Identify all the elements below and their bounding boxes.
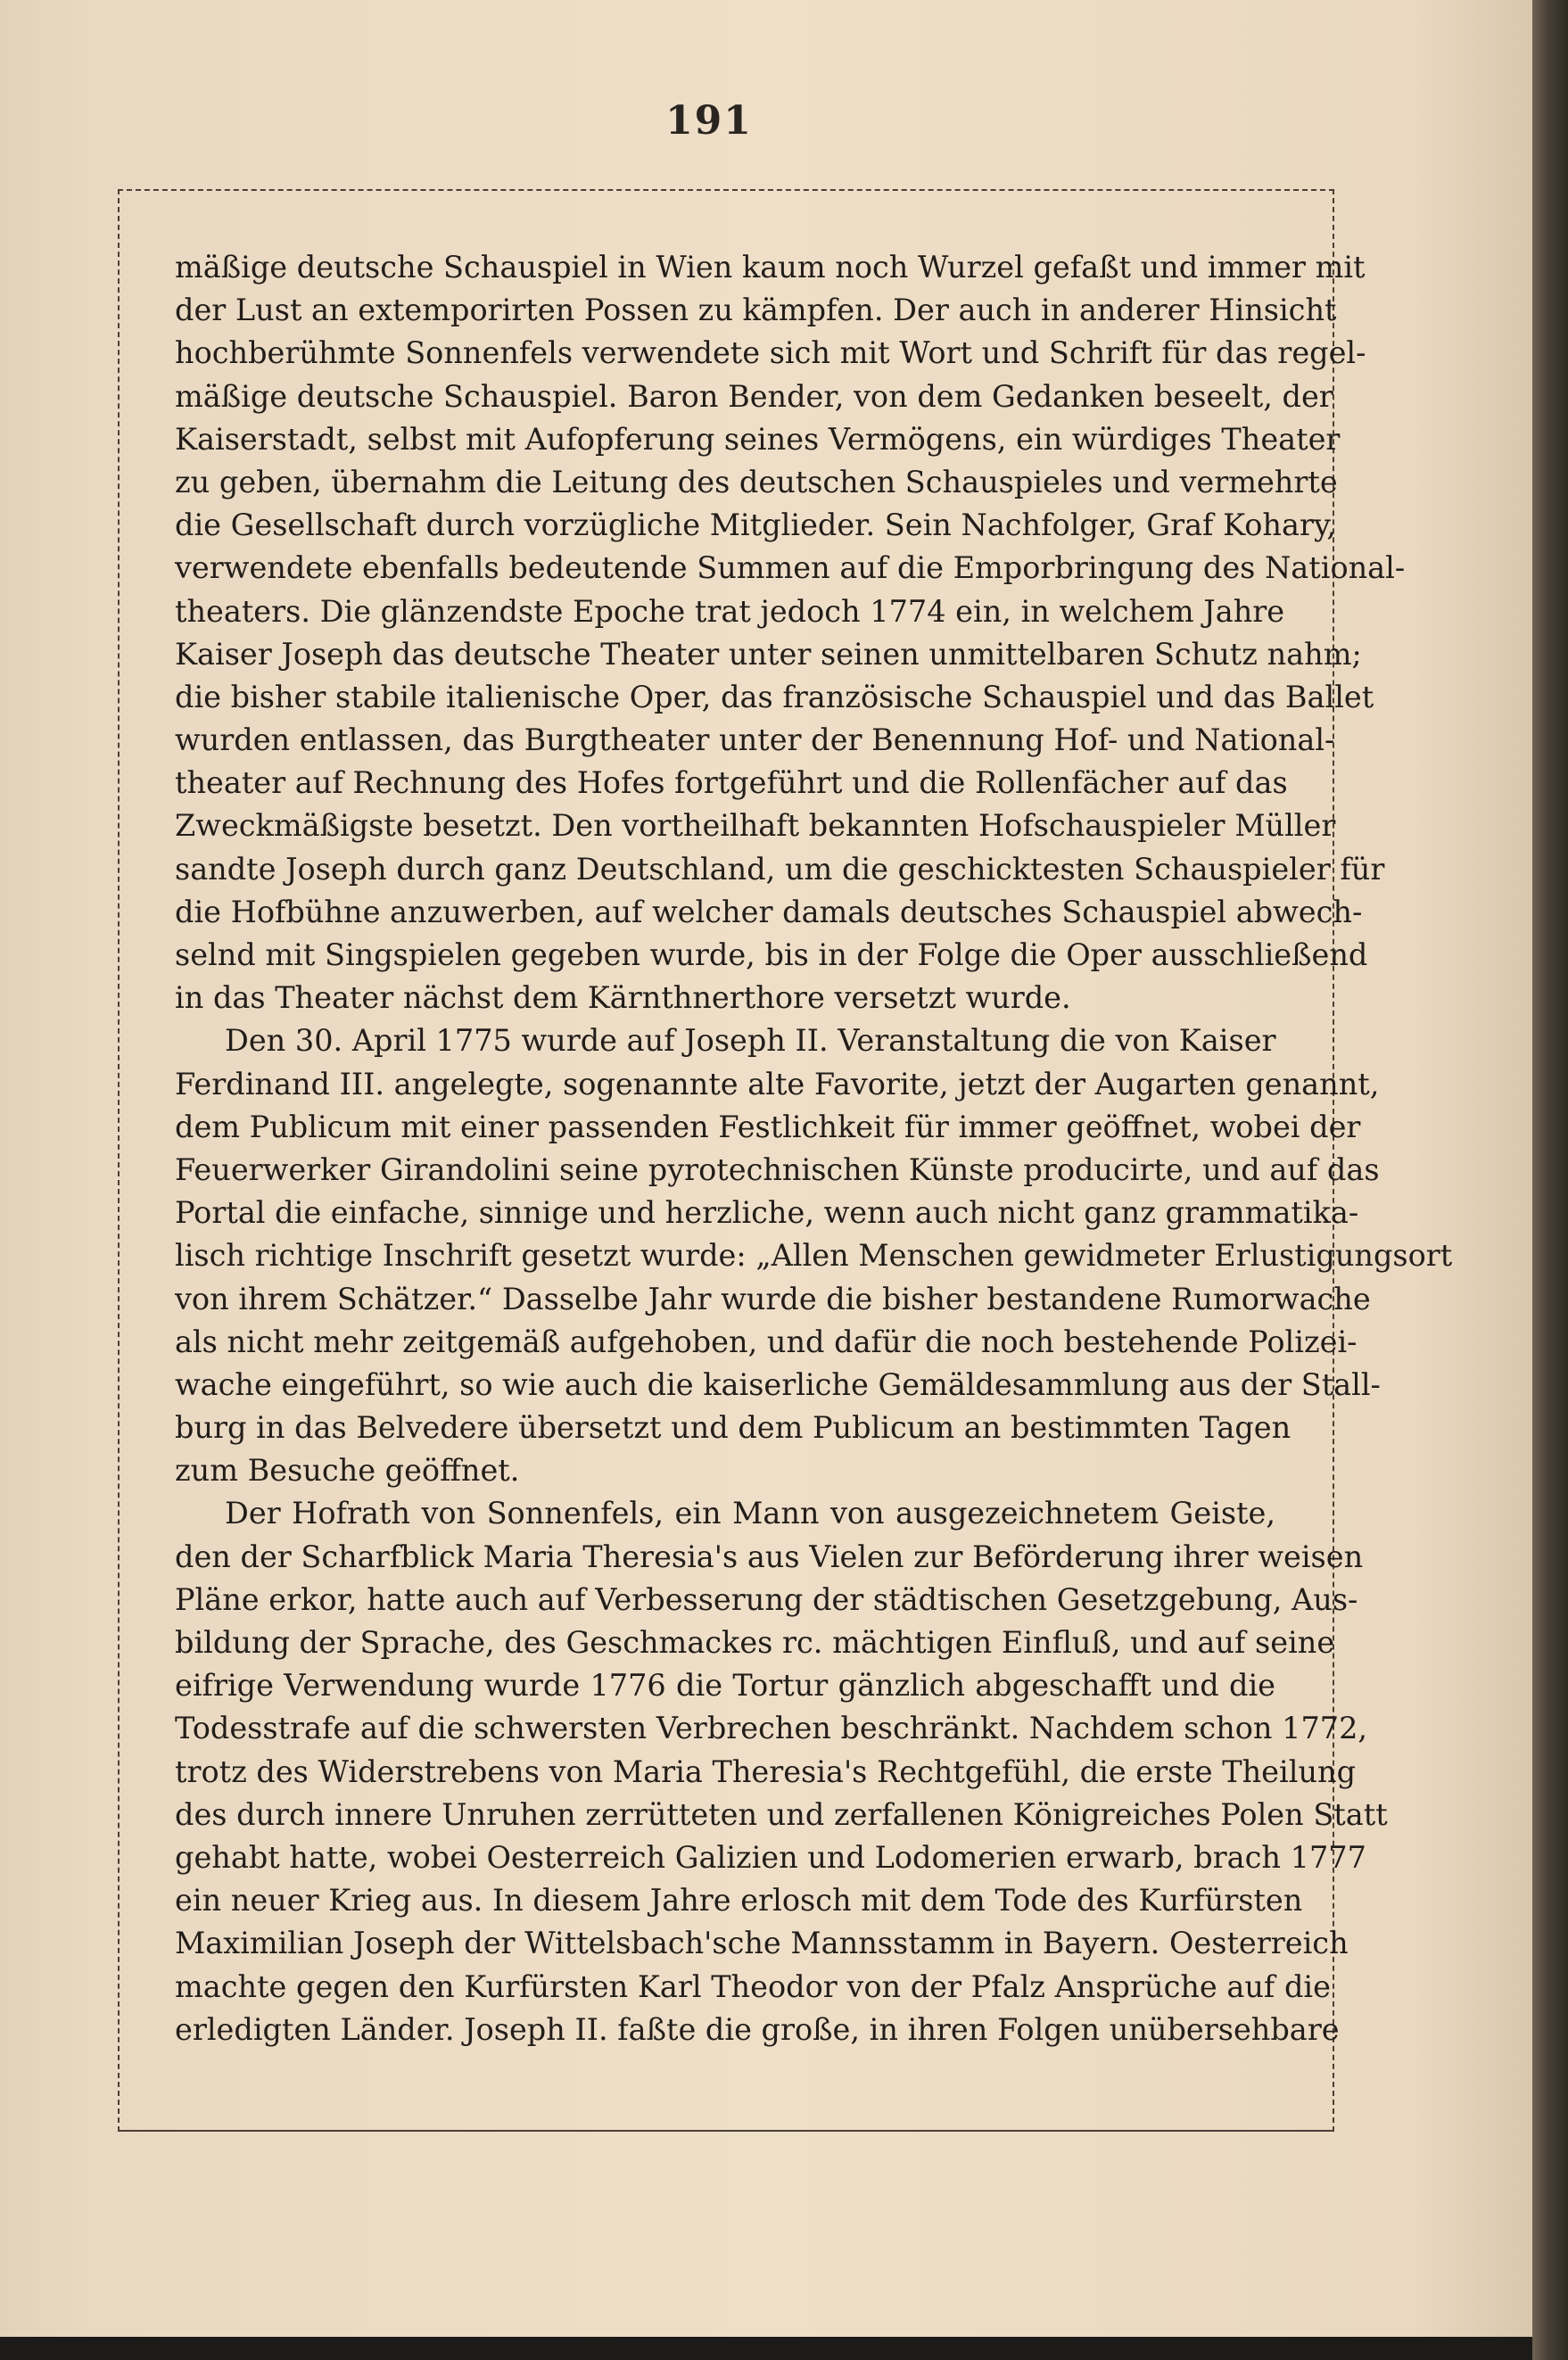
text-line: Pläne erkor, hatte auch auf Verbesserung der städtischen Gesetzgebung, Aus-	[175, 1581, 1358, 1617]
text-line: theater auf Rechnung des Hofes fortgeführt und die Rollenfächer auf das	[175, 765, 1288, 801]
text-line: Der Hofrath von Sonnenfels, ein Mann von ausgezeichnetem Geiste,	[225, 1496, 1275, 1531]
text-line: Den 30. April 1775 wurde auf Joseph II. Veranstaltung die von Kaiser	[225, 1023, 1276, 1059]
text-line: eifrige Verwendung wurde 1776 die Tortur gänzlich abgeschafft und die	[175, 1668, 1275, 1704]
text-line: machte gegen den Kurfürsten Karl Theodor von der Pfalz Ansprüche auf die	[175, 1968, 1331, 2004]
text-line: die Gesellschaft durch vorzügliche Mitglieder. Sein Nachfolger, Graf Kohary,	[175, 507, 1337, 543]
text-line: gehabt hatte, wobei Oesterreich Galizien und Lodomerien erwarb, brach 1777	[175, 1839, 1366, 1875]
text-line: Portal die einfache, sinnige und herzliche, wenn auch nicht ganz grammatika-	[175, 1195, 1359, 1231]
text-line: hochberühmte Sonnenfels verwendete sich mit Wort und Schrift für das regel-	[175, 335, 1366, 371]
text-line: mäßige deutsche Schauspiel. Baron Bender, von dem Gedanken beseelt, der	[175, 378, 1333, 414]
text-line: burg in das Belvedere übersetzt und dem Publicum an bestimmten Tagen	[175, 1410, 1292, 1446]
text-line: erledigten Länder. Joseph II. faßte die große, in ihren Folgen unübersehbare	[175, 2011, 1340, 2047]
page-number: 191	[665, 98, 753, 144]
text-line: zu geben, übernahm die Leitung des deutschen Schauspieles und vermehrte	[175, 464, 1338, 499]
text-line: zum Besuche geöffnet.	[175, 1453, 520, 1489]
text-line: verwendete ebenfalls bedeutende Summen auf die Emporbringung des National-	[175, 550, 1406, 586]
text-line: Kaiser Joseph das deutsche Theater unter seinen unmittelbaren Schutz nahm;	[175, 636, 1362, 672]
text-line: Todesstrafe auf die schwersten Verbrechen beschränkt. Nachdem schon 1772,	[175, 1711, 1368, 1746]
text-line: Feuerwerker Girandolini seine pyrotechnischen Künste producirte, und auf das	[175, 1151, 1380, 1187]
text-line: lisch richtige Inschrift gesetzt wurde: „Allen Menschen gewidmeter Erlustigungsort	[175, 1238, 1453, 1274]
text-line: dem Publicum mit einer passenden Festlichkeit für immer geöffnet, wobei der	[175, 1109, 1361, 1144]
text-line: den der Scharfblick Maria Theresia's aus Vielen zur Beförderung ihrer weisen	[175, 1539, 1364, 1574]
book-edge	[1532, 0, 1568, 2360]
text-line: die bisher stabile italienische Oper, das französische Schauspiel und das Ballet	[175, 679, 1374, 714]
text-line: selnd mit Singspielen gegeben wurde, bis in der Folge die Oper ausschließend	[175, 937, 1368, 972]
text-line: Kaiserstadt, selbst mit Aufopferung seines Vermögens, ein würdiges Theater	[175, 421, 1341, 457]
text-line: ein neuer Krieg aus. In diesem Jahre erlosch mit dem Tode des Kurfürsten	[175, 1883, 1303, 1919]
text-line: in das Theater nächst dem Kärnthnerthore versetzt wurde.	[175, 980, 1071, 1016]
text-line: theaters. Die glänzendste Epoche trat jedoch 1774 ein, in welchem Jahre	[175, 593, 1285, 629]
text-line: mäßige deutsche Schauspiel in Wien kaum noch Wurzel gefaßt und immer mit	[175, 250, 1366, 285]
text-line: Zweckmäßigste besetzt. Den vortheilhaft bekannten Hofschauspieler Müller	[175, 808, 1336, 844]
text-line: sandte Joseph durch ganz Deutschland, um die geschicktesten Schauspieler für	[175, 851, 1385, 887]
text-line: wurden entlassen, das Burgtheater unter der Benennung Hof- und National-	[175, 722, 1335, 758]
text-line: Ferdinand III. angelegte, sogenannte alte Favorite, jetzt der Augarten genannt,	[175, 1066, 1380, 1102]
text-line: die Hofbühne anzuwerben, auf welcher damals deutsches Schauspiel abwech-	[175, 894, 1363, 929]
body-text	[175, 246, 1453, 2051]
text-line: Maximilian Joseph der Wittelsbach'sche Mannsstamm in Bayern. Oesterreich	[175, 1926, 1349, 1961]
text-line: wache eingeführt, so wie auch die kaiserliche Gemäldesammlung aus der Stall-	[175, 1366, 1381, 1402]
text-line: trotz des Widerstrebens von Maria Theresia's Rechtgefühl, die erste Theilung	[175, 1753, 1357, 1789]
text-line: des durch innere Unruhen zerrütteten und zerfallenen Königreiches Polen Statt	[175, 1796, 1388, 1832]
text-line: bildung der Sprache, des Geschmackes rc. mächtigen Einfluß, und auf seine	[175, 1625, 1335, 1660]
text-line: als nicht mehr zeitgemäß aufgehoben, und dafür die noch bestehende Polizei-	[175, 1324, 1358, 1359]
text-line: von ihrem Schätzer.“ Dasselbe Jahr wurde die bisher bestandene Rumorwache	[175, 1281, 1371, 1316]
text-line: der Lust an extemporirten Possen zu kämpfen. Der auch in anderer Hinsicht	[175, 293, 1337, 328]
